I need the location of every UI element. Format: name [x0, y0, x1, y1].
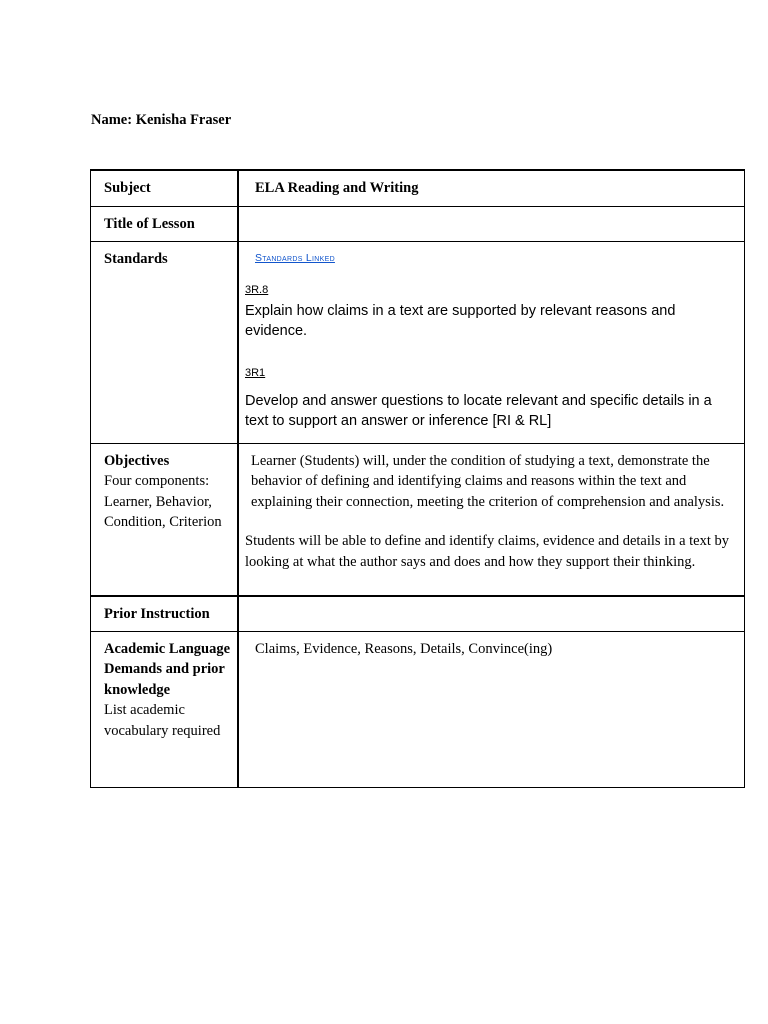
- objective-paragraph-1: Learner (Students) will, under the condition of studying a text, demonstrate the behavior of defining and identifying claims and reasons within the text and explaining their connection, meeting the criterion of comprehension and analysis.: [251, 452, 725, 510]
- prior-instruction-label: Prior Instruction: [104, 606, 210, 622]
- standard-text-1: Explain how claims in a text are supported by relevant reasons and evidence.: [245, 302, 676, 339]
- standard-code-1: 3R.8: [245, 284, 269, 296]
- row-standards: [91, 241, 745, 443]
- title-value: [239, 207, 744, 214]
- row-subject: [91, 170, 745, 206]
- standard-code-2: 3R1: [245, 366, 266, 379]
- lesson-plan-table: [90, 169, 745, 788]
- prior-instruction-value: [239, 597, 744, 604]
- row-prior-instruction: [91, 596, 745, 631]
- objective-paragraph-2: Students will be able to define and identify claims, evidence and details in a text by looking at what the author says and does and how they support their thinking.: [245, 533, 730, 570]
- subject-value: ELA Reading and Writing: [255, 180, 419, 196]
- academic-language-sub-label: List academic vocabulary required: [104, 702, 221, 739]
- title-label: Title of Lesson: [104, 215, 195, 232]
- student-name: Name: Kenisha Fraser: [91, 112, 232, 128]
- objectives-sub-label: Four components: Learner, Behavior, Condition, Criterion: [104, 473, 222, 530]
- standards-label: Standards: [104, 250, 168, 267]
- academic-language-label: Academic Language Demands and prior knowledge: [104, 640, 231, 698]
- objectives-label: Objectives: [104, 452, 170, 469]
- row-objectives: [91, 443, 745, 596]
- row-title: [91, 206, 745, 241]
- standard-text-2: Develop and answer questions to locate relevant and specific details in a text to support an answer or inference [RI & RL]: [245, 393, 712, 429]
- standards-linked-link[interactable]: Standards Linked: [255, 251, 335, 264]
- academic-vocabulary: Claims, Evidence, Reasons, Details, Convince(ing): [255, 640, 553, 657]
- row-academic-language: [91, 631, 745, 787]
- subject-label: Subject: [104, 180, 151, 196]
